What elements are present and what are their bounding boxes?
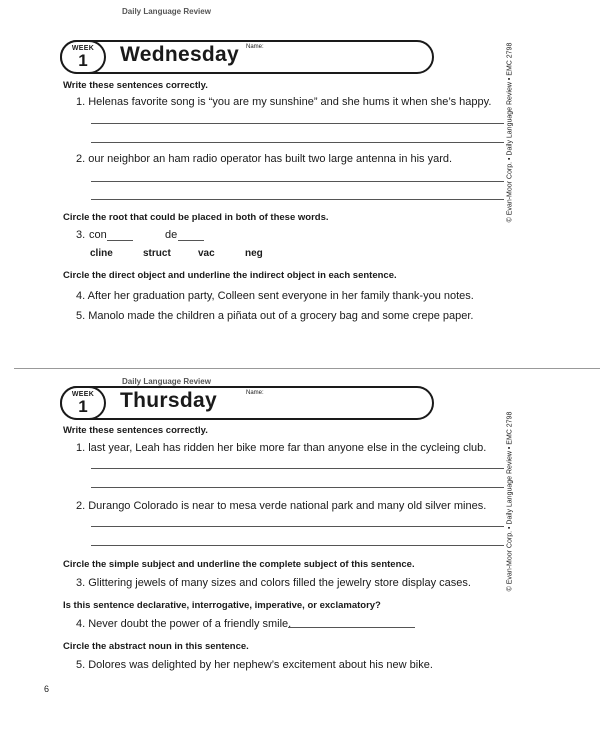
week-badge bbox=[60, 40, 106, 74]
answer-line[interactable] bbox=[288, 627, 415, 628]
week-label: WEEK bbox=[71, 391, 95, 398]
week-label: WEEK bbox=[71, 45, 95, 52]
root-word-1: con bbox=[89, 229, 107, 241]
instruction: Write these sentences correctly. bbox=[63, 80, 208, 91]
blank-line[interactable] bbox=[178, 240, 204, 241]
day-title: Wednesday bbox=[120, 43, 240, 66]
day-header-wednesday bbox=[60, 40, 434, 76]
question-item: 2. Durango Colorado is near to mesa verde national park and many old silver mines. bbox=[76, 500, 487, 512]
root-choice[interactable]: neg bbox=[245, 248, 263, 259]
week-number: 1 bbox=[78, 51, 88, 70]
name-label: Name: bbox=[246, 390, 264, 396]
answer-line[interactable] bbox=[91, 468, 504, 469]
question-item: 2. our neighbor an ham radio operator has built two large antenna in his yard. bbox=[76, 153, 453, 165]
answer-line[interactable] bbox=[91, 123, 504, 124]
section-divider bbox=[14, 368, 600, 369]
day-header-thursday bbox=[60, 386, 434, 422]
question-item: 4. After her graduation party, Colleen sent everyone in her family thank-you notes. bbox=[76, 290, 474, 302]
root-word-2: de bbox=[165, 229, 178, 241]
root-choice[interactable]: vac bbox=[198, 248, 215, 259]
question-item: 5. Manolo made the children a piñata out of a grocery bag and some crepe paper. bbox=[76, 310, 474, 322]
question-item: 5. Dolores was delighted by her nephew’s excitement about his new bike. bbox=[76, 659, 433, 671]
instruction: Is this sentence declarative, interrogative, imperative, or exclamatory? bbox=[63, 600, 381, 611]
answer-line[interactable] bbox=[91, 487, 504, 488]
question-item: 1. last year, Leah has ridden her bike more far than anyone else in the cycleing club. bbox=[76, 442, 487, 454]
answer-line[interactable] bbox=[91, 199, 504, 200]
week-number: 1 bbox=[78, 397, 88, 416]
answer-line[interactable] bbox=[91, 181, 504, 182]
answer-line[interactable] bbox=[91, 526, 504, 527]
question-item: 1. Helenas favorite song is “you are my sunshine” and she hums it when she’s happy. bbox=[76, 96, 492, 108]
page-number: 6 bbox=[44, 684, 50, 694]
week-badge bbox=[60, 386, 106, 420]
instruction: Write these sentences correctly. bbox=[63, 425, 208, 436]
blank-line[interactable] bbox=[107, 240, 133, 241]
question-item: 3. Glittering jewels of many sizes and colors filled the jewelry store display cases. bbox=[76, 577, 471, 589]
instruction: Circle the direct object and underline the indirect object in each sentence. bbox=[63, 270, 397, 281]
day-title: Thursday bbox=[120, 389, 217, 412]
review-label: Daily Language Review bbox=[122, 377, 211, 386]
instruction: Circle the simple subject and underline the complete subject of this sentence. bbox=[63, 559, 415, 570]
root-choice[interactable]: struct bbox=[143, 248, 171, 259]
instruction: Circle the root that could be placed in both of these words. bbox=[63, 212, 329, 223]
question-item: 4. Never doubt the power of a friendly smile. bbox=[76, 618, 292, 630]
copyright-side-text: © Evan-Moor Corp. • Daily Language Review • EMC 2798 bbox=[506, 411, 514, 592]
root-choice[interactable]: cline bbox=[90, 248, 113, 259]
answer-line[interactable] bbox=[91, 545, 504, 546]
copyright-side-text: © Evan-Moor Corp. • Daily Language Review • EMC 2798 bbox=[506, 42, 514, 223]
answer-line[interactable] bbox=[91, 142, 504, 143]
review-label: Daily Language Review bbox=[122, 7, 211, 16]
instruction: Circle the abstract noun in this sentence. bbox=[63, 641, 249, 652]
name-label: Name: bbox=[246, 44, 264, 50]
question-number: 3. bbox=[76, 229, 86, 241]
